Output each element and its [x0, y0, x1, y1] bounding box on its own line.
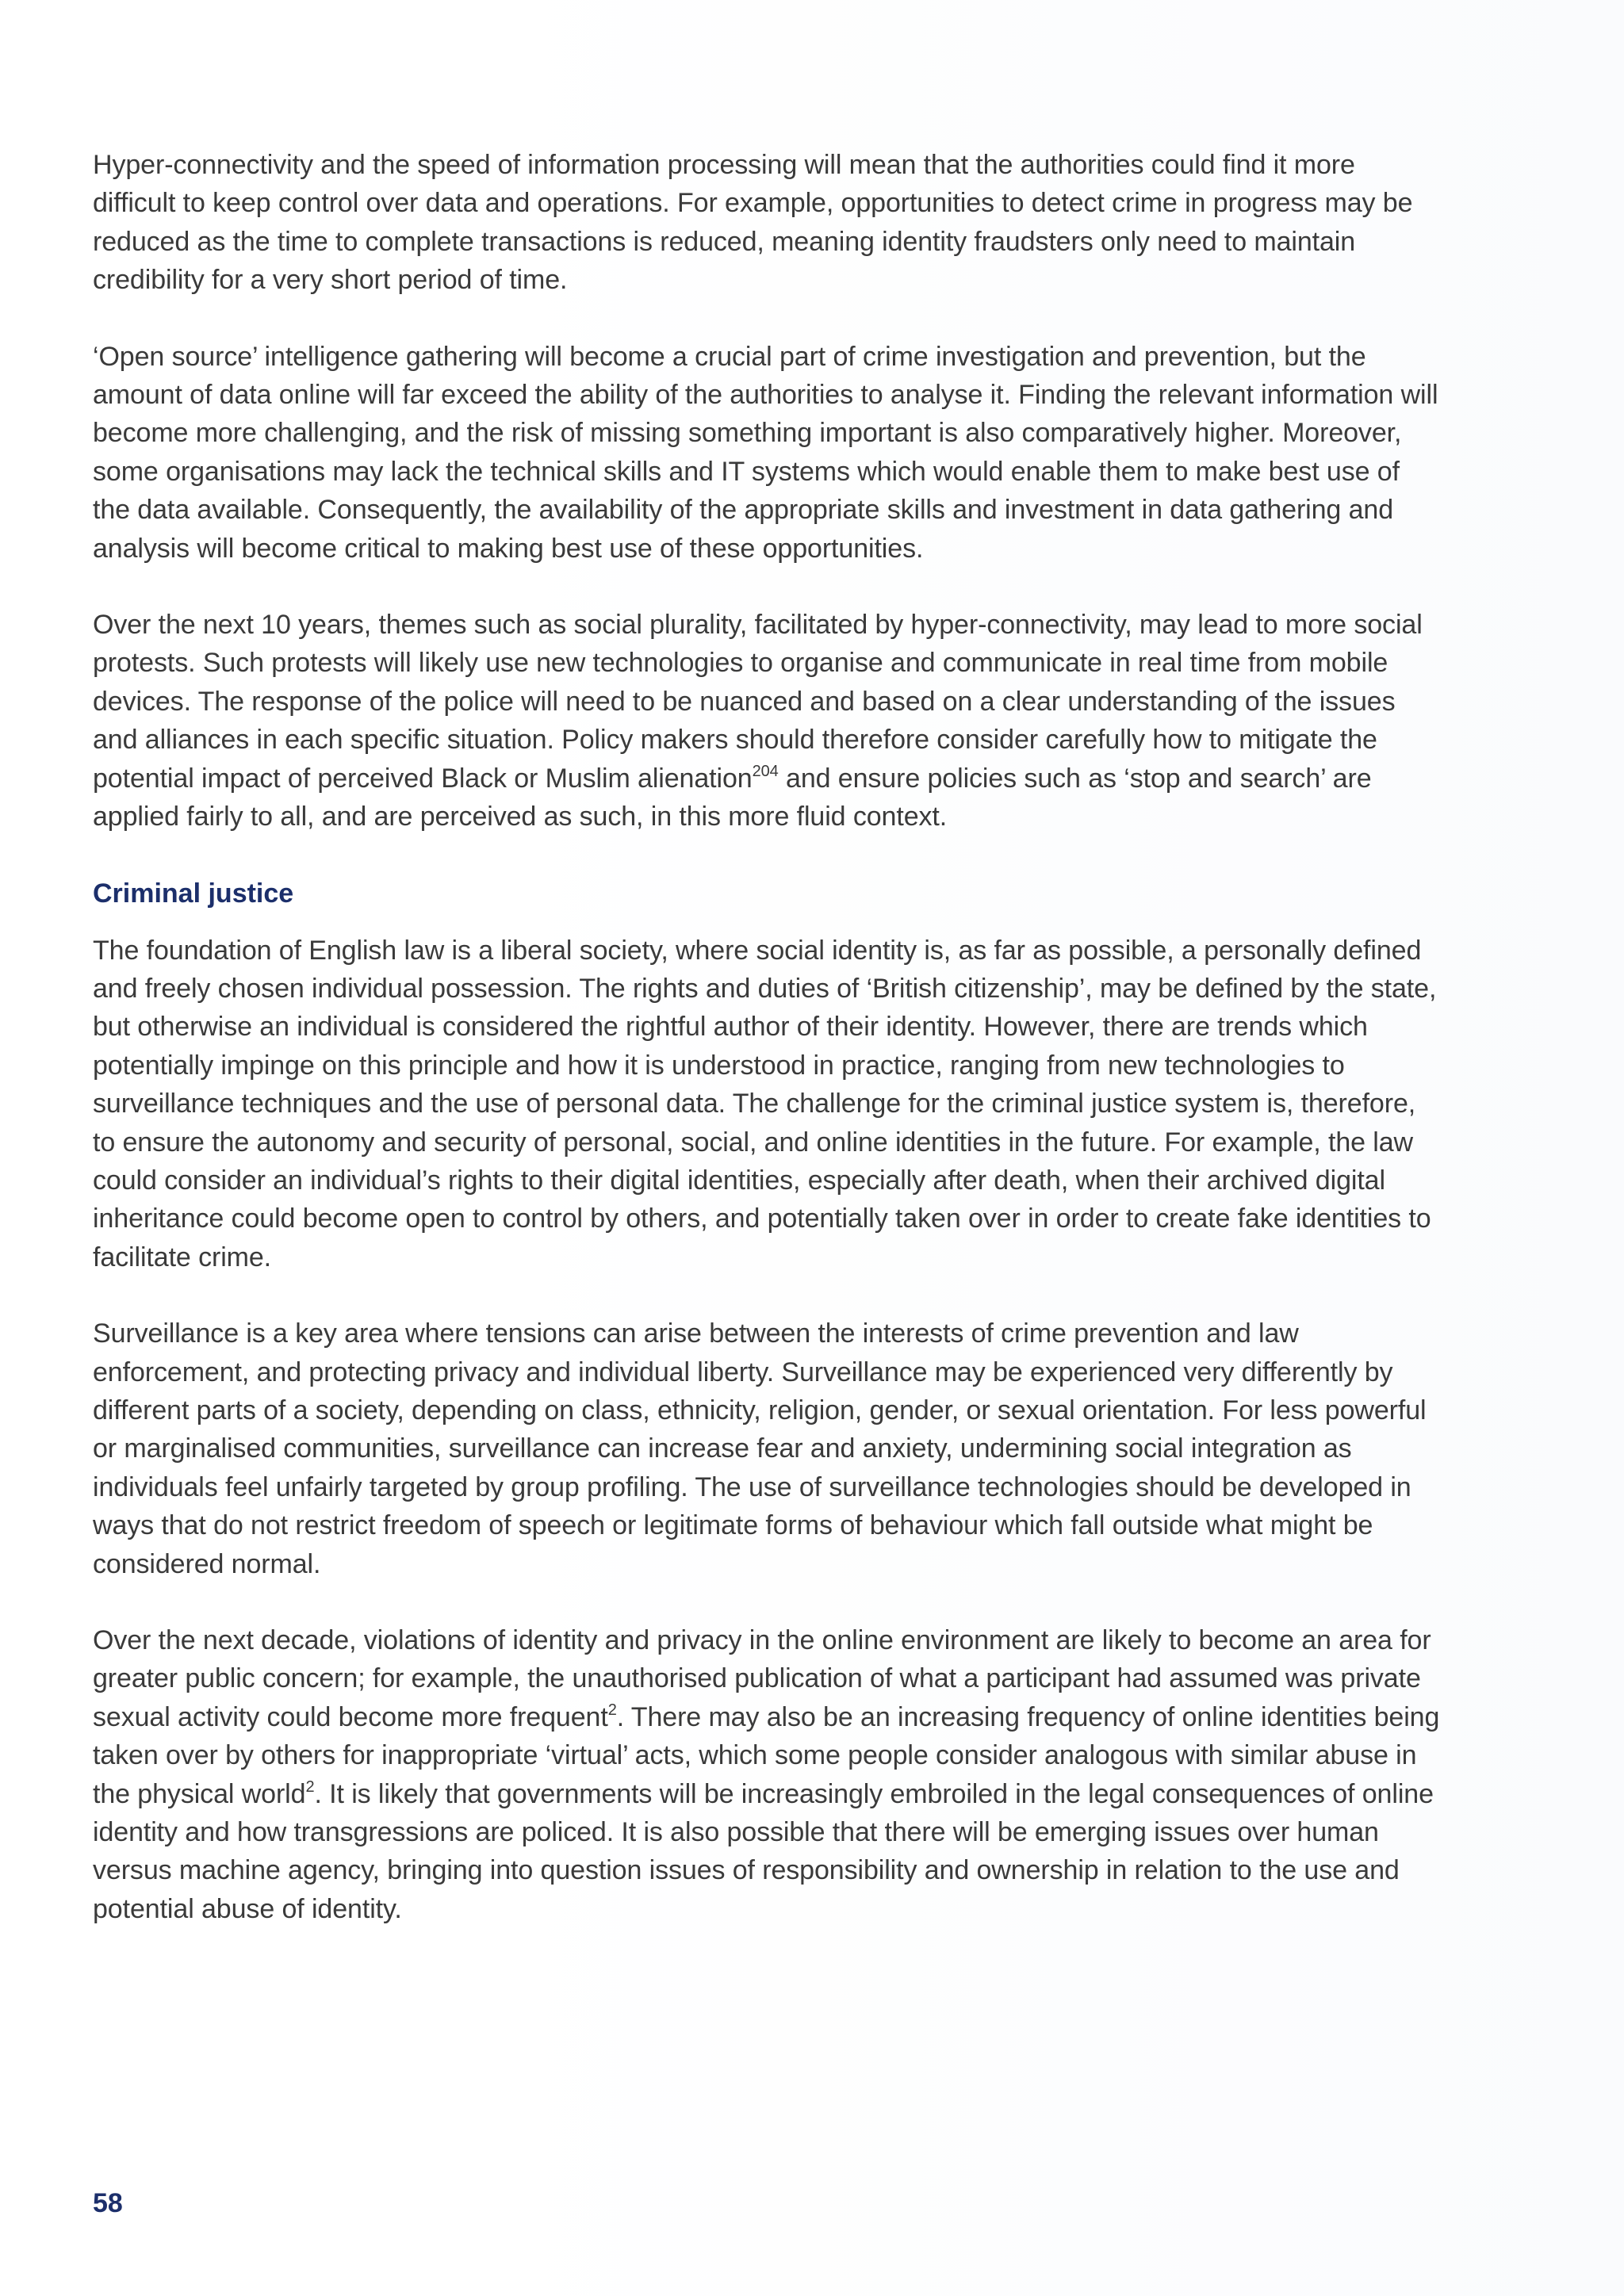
paragraph-text: . There may also be an increasing frequency of online identities being taken over by others for inappropriate ‘virtual’ acts, which some people consider analogous with similar abuse in the physical world — [93, 1701, 1440, 1809]
paragraph-hyper-connectivity: Hyper-connectivity and the speed of information processing will mean that the authorities could find it more difficult to keep control over data and operations. For example, opportunities to detect crime in progress may be reduced as the time to complete transactions is reduced, meaning identity fraudsters only need to maintain credibility for a very short period of time. — [93, 150, 1413, 296]
paragraph-text: . It is likely that governments will be increasingly embroiled in the legal consequences of online identity and how transgressions are policed. It is also possible that there will be emerging issues over human versus machine agency, bringing into question issues of responsibility and ownership in relation to the use and potential abuse of identity. — [93, 1778, 1434, 1924]
section-heading-criminal-justice: Criminal justice — [93, 878, 294, 909]
paragraph-surveillance: Surveillance is a key area where tensions can arise between the interests of crime prevention and law enforcement, and protecting privacy and individual liberty. Surveillance may be experienced very differently by different parts of a society, depending on class, ethnicity, religion, gender, or sexual orientation. For less powerful or marginalised communities, surveillance can increase fear and anxiety, undermining social integration as individuals feel unfairly targeted by group profiling. The use of surveillance technologies should be developed in ways that do not restrict freedom of speech or legitimate forms of behaviour which fall outside what might be considered normal. — [93, 1318, 1427, 1579]
footnote-reference: 204 — [752, 762, 779, 780]
paragraph-text: Over the next 10 years, themes such as social plurality, facilitated by hyper-connectivity, may lead to more social protests. Such protests will likely use new technologies to organise and communicate in real time from mobile devices. The response of the police will need to be nuanced and based on a clear understanding of the issues and alliances in each specific situation. Policy makers should therefore consider carefully how to mitigate the potential impact of perceived Black or Muslim alienation — [93, 610, 1423, 794]
footnote-reference: 2 — [305, 1777, 315, 1796]
document-body — [93, 146, 1441, 1966]
paragraph-social-protests — [93, 606, 1441, 836]
footnote-reference: 2 — [607, 1701, 617, 1719]
paragraph-text: and ensure policies such as ‘stop and search’ are applied fairly to all, and are perceived as such, in this more fluid context. — [93, 763, 1372, 832]
page-number: 58 — [93, 2188, 123, 2218]
paragraph-open-source-intelligence: ‘Open source’ intelligence gathering will become a crucial part of crime investigation and prevention, but the amount of data online will far exceed the ability of the authorities to analyse it. Finding the relevant information will become more challenging, and the risk of missing something important is also comparatively higher. Moreover, some organisations may lack the technical skills and IT systems which would enable them to make best use of the data available. Consequently, the availability of the appropriate skills and investment in data gathering and analysis will become critical to making best use of these opportunities. — [93, 341, 1438, 564]
paragraph-online-violations — [93, 1621, 1441, 1928]
paragraph-english-law: The foundation of English law is a liberal society, where social identity is, as far as possible, a personally defined and freely chosen individual possession. The rights and duties of ‘British citizenship’, may be defined by the state, but otherwise an individual is considered the rightful author of their identity. However, there are trends which potentially impinge on this principle and how it is understood in practice, ranging from new technologies to surveillance techniques and the use of personal data. The challenge for the criminal justice system is, therefore, to ensure the autonomy and security of personal, social, and online identities in the future. For example, the law could consider an individual’s rights to their digital identities, especially after death, when their archived digital inheritance could become open to control by others, and potentially taken over in order to create fake identities to facilitate crime. — [93, 935, 1437, 1272]
paragraph-text: Over the next decade, violations of identity and privacy in the online environment are likely to become an area for greater public concern; for example, the unauthorised publication of what a participant had assumed was private sexual activity could become more frequent — [93, 1625, 1431, 1732]
